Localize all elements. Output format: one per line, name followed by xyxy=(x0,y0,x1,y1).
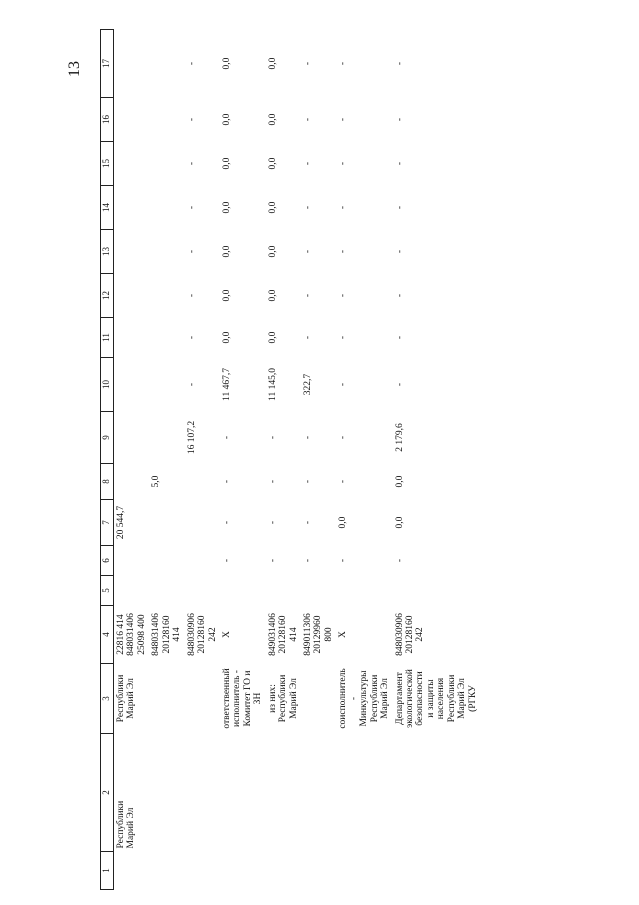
table-cell xyxy=(149,186,184,230)
table-cell xyxy=(114,186,150,230)
table-cell: Х xyxy=(221,631,232,638)
table-row xyxy=(266,30,301,890)
table-cell: - xyxy=(303,293,313,298)
table-cell: из них: Республики Марий Эл xyxy=(267,674,299,723)
table-cell: - xyxy=(394,205,405,210)
table-cell xyxy=(149,412,184,464)
table-cell: Х xyxy=(338,631,349,638)
table-cell xyxy=(185,664,220,734)
table-cell: 0,0 xyxy=(221,113,232,126)
table-cell: - xyxy=(338,205,349,210)
table-cell: - xyxy=(338,161,349,166)
header-cell: 10 xyxy=(101,358,114,412)
table-cell: 0,0 xyxy=(267,113,278,126)
table-cell xyxy=(301,576,336,606)
table-cell xyxy=(149,576,184,606)
table-cell xyxy=(114,98,150,142)
table-cell: - xyxy=(338,117,349,122)
table-cell: - xyxy=(338,382,349,387)
table-cell: - xyxy=(303,161,313,166)
table-cell: 0,0 xyxy=(221,331,232,344)
table-cell xyxy=(114,464,150,500)
table-cell: 20 544,7 xyxy=(116,505,126,540)
header-cell: 15 xyxy=(101,142,114,186)
header-cell: 13 xyxy=(101,230,114,274)
header-cell: 2 xyxy=(101,734,114,852)
table-cell: - xyxy=(186,293,197,298)
table-cell: - xyxy=(186,161,197,166)
header-cell: 3 xyxy=(101,664,114,734)
table-cell: - xyxy=(221,435,232,440)
table-cell xyxy=(149,274,184,318)
table-cell: - xyxy=(303,61,313,66)
table-cell xyxy=(185,500,220,546)
table-cell xyxy=(149,358,184,412)
table-cell xyxy=(149,734,184,852)
table-cell: - xyxy=(394,335,405,340)
table-cell: 0,0 xyxy=(267,57,278,70)
table-cell: 11 145,0 xyxy=(267,368,278,401)
table-cell: 848030906 20128160 242 xyxy=(186,613,218,656)
table-cell: - xyxy=(267,435,278,440)
table-cell xyxy=(393,734,481,852)
table-cell: - xyxy=(303,117,313,122)
table-cell xyxy=(114,852,150,890)
table-cell xyxy=(266,734,301,852)
table-cell xyxy=(114,412,150,464)
header-cell: 5 xyxy=(101,576,114,606)
table-cell xyxy=(336,576,392,606)
header-cell: 9 xyxy=(101,412,114,464)
table-cell xyxy=(185,852,220,890)
table-cell xyxy=(301,734,336,852)
table-cell: 0,0 xyxy=(267,289,278,302)
table-cell: - xyxy=(394,61,405,66)
table-cell: - xyxy=(221,479,232,484)
table-cell xyxy=(149,852,184,890)
table-cell: ответственный исполнитель - Комитет ГО и ЗН xyxy=(221,668,264,729)
table-cell: 849011306 20129960 800 xyxy=(303,613,334,656)
table-cell: 0,0 xyxy=(394,475,405,488)
table-cell: - xyxy=(303,435,313,440)
table-cell xyxy=(149,318,184,358)
header-cell: 17 xyxy=(101,30,114,98)
table-cell: 16 107,2 xyxy=(186,420,197,455)
table-row xyxy=(149,30,184,890)
table-cell: - xyxy=(394,293,405,298)
table-row xyxy=(220,30,266,890)
table-cell xyxy=(266,852,301,890)
table-cell: 22816 414 848031406 25098 400 xyxy=(116,613,147,656)
table-cell: 849031406 20128160 414 xyxy=(267,613,299,656)
table-cell xyxy=(220,576,266,606)
table-cell xyxy=(149,546,184,576)
table-cell: - xyxy=(338,479,349,484)
table-cell: 0,0 xyxy=(338,516,349,529)
table-cell: 848030906 20128160 242 xyxy=(394,613,426,656)
table-cell xyxy=(185,576,220,606)
table-cell: - xyxy=(186,61,197,66)
table-cell: - xyxy=(267,520,278,525)
table-cell: 0,0 xyxy=(221,157,232,170)
header-cell: 12 xyxy=(101,274,114,318)
rotated-table-sheet xyxy=(100,30,615,890)
table-cell: - xyxy=(303,479,313,484)
table-cell xyxy=(336,852,392,890)
page-number: 13 xyxy=(66,61,83,77)
table-cell: - xyxy=(338,335,349,340)
table-cell: Республики Марий Эл xyxy=(116,674,137,723)
table-cell xyxy=(185,464,220,500)
table-cell: - xyxy=(338,249,349,254)
table-cell: - xyxy=(303,205,313,210)
table-cell xyxy=(336,734,392,852)
table-cell: Департамент экологической безопасности и защиты населения Республики Марий Эл (РГКУ xyxy=(394,669,478,728)
table-cell xyxy=(149,500,184,546)
table-cell: Республики Марий Эл xyxy=(116,800,137,849)
table-cell xyxy=(149,230,184,274)
table-cell xyxy=(114,546,150,576)
table-cell: 0,0 xyxy=(267,331,278,344)
table-cell xyxy=(149,142,184,186)
table-cell: 0,0 xyxy=(221,245,232,258)
table-cell xyxy=(114,576,150,606)
header-cell: 14 xyxy=(101,186,114,230)
table-cell xyxy=(149,98,184,142)
header-cell: 8 xyxy=(101,464,114,500)
table-cell xyxy=(114,318,150,358)
table-cell xyxy=(114,274,150,318)
budget-table xyxy=(100,29,480,890)
table-cell xyxy=(149,30,184,98)
table-cell: - xyxy=(221,520,232,525)
table-cell: 0,0 xyxy=(394,516,405,529)
table-cell: - xyxy=(394,558,405,563)
table-cell xyxy=(114,230,150,274)
table-cell: 0,0 xyxy=(267,245,278,258)
table-cell: соисполнитель - Минкультуры Республики Марий Эл xyxy=(338,668,391,729)
table-cell xyxy=(393,852,481,890)
table-cell xyxy=(393,576,481,606)
table-row xyxy=(114,30,150,890)
table-cell: - xyxy=(186,205,197,210)
table-cell: 5,0 xyxy=(151,475,162,488)
table-row xyxy=(393,30,481,890)
table-cell: 848031406 20128160 414 xyxy=(151,613,183,656)
table-cell: - xyxy=(394,161,405,166)
header-cell: 6 xyxy=(101,546,114,576)
table-cell: 0,0 xyxy=(267,157,278,170)
header-cell: 16 xyxy=(101,98,114,142)
table-row xyxy=(301,30,336,890)
table-row xyxy=(336,30,392,890)
table-cell: 11 467,7 xyxy=(221,368,232,401)
table-cell xyxy=(185,546,220,576)
table-cell: - xyxy=(394,117,405,122)
table-cell xyxy=(266,576,301,606)
table-cell: 2 179,6 xyxy=(394,423,405,452)
table-cell: - xyxy=(394,382,405,387)
table-cell: - xyxy=(338,558,349,563)
table-cell: 0,0 xyxy=(221,201,232,214)
table-cell: - xyxy=(338,293,349,298)
table-cell xyxy=(301,664,336,734)
table-cell xyxy=(220,734,266,852)
header-cell: 1 xyxy=(101,852,114,890)
table-cell xyxy=(114,142,150,186)
table-cell: - xyxy=(186,249,197,254)
table-cell: 0,0 xyxy=(221,289,232,302)
table-cell: - xyxy=(303,249,313,254)
table-cell: - xyxy=(394,249,405,254)
header-cell: 11 xyxy=(101,318,114,358)
table-cell: - xyxy=(186,117,197,122)
table-cell: - xyxy=(303,558,313,563)
table-cell: - xyxy=(267,479,278,484)
header-cell: 4 xyxy=(101,606,114,664)
table-cell xyxy=(149,664,184,734)
table-cell: - xyxy=(303,335,313,340)
table-cell: - xyxy=(221,558,232,563)
table-cell: - xyxy=(303,520,313,525)
header-cell: 7 xyxy=(101,500,114,546)
table-cell xyxy=(114,30,150,98)
table-cell: - xyxy=(267,558,278,563)
table-cell: - xyxy=(186,382,197,387)
table-cell: 0,0 xyxy=(267,201,278,214)
table-cell: 0,0 xyxy=(221,57,232,70)
table-cell xyxy=(114,358,150,412)
table-cell: - xyxy=(338,61,349,66)
header-row xyxy=(101,30,114,890)
table-cell xyxy=(220,852,266,890)
table-cell: 322,7 xyxy=(303,373,313,396)
table-cell xyxy=(185,734,220,852)
table-row xyxy=(185,30,220,890)
table-cell xyxy=(301,852,336,890)
table-cell: - xyxy=(338,435,349,440)
table-cell: - xyxy=(186,335,197,340)
